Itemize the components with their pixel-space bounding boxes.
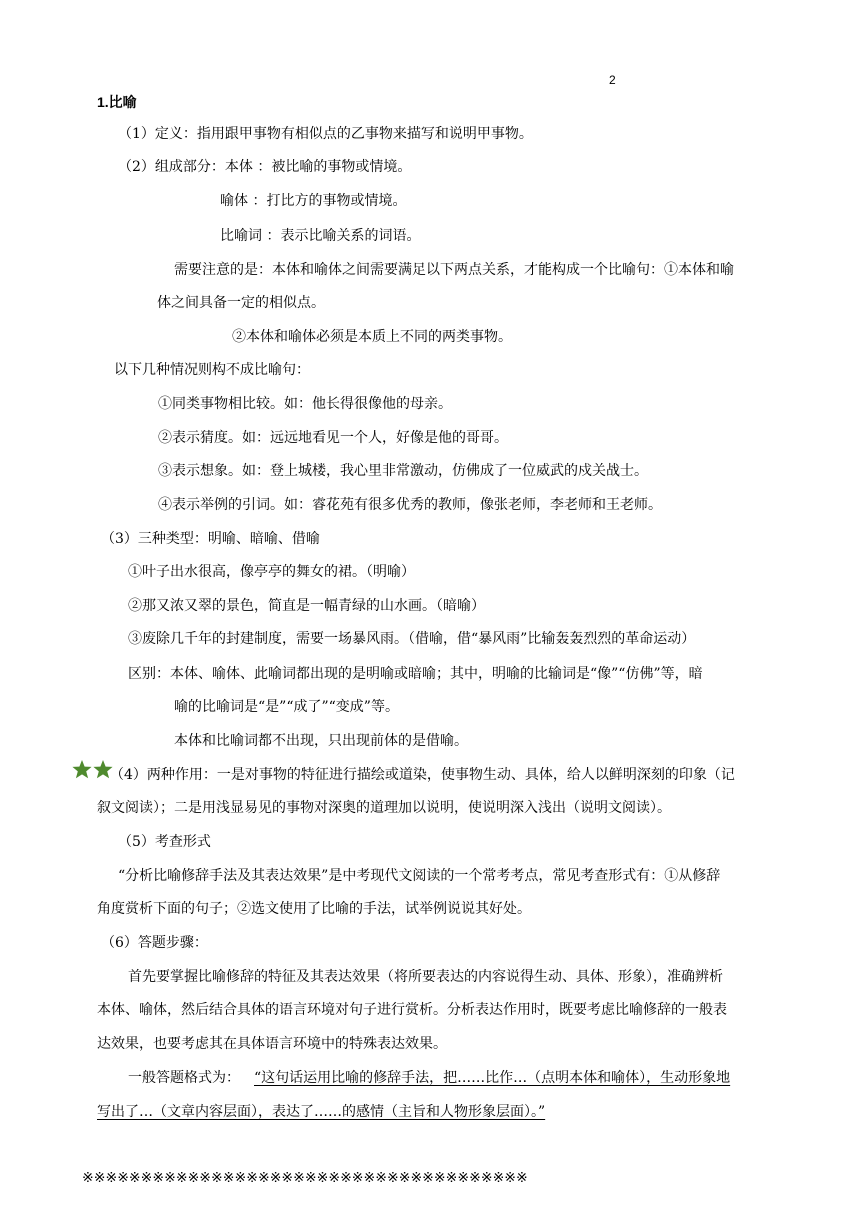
exclusion-item: ①同类事物相比较。如：他长得很像他的母亲。 (158, 396, 452, 412)
type-example: ②那又浓又翠的景色，简直是一幅青绿的山水画。（暗喻） (128, 598, 485, 614)
exclusions-intro: 以下几种情况则构不成比喻句： (114, 362, 310, 378)
exclusion-item: ④表示举例的引词。如：睿花苑有很多优秀的教师，像张老师，李老师和王老师。 (158, 497, 662, 513)
answer-format-template: “这句话运用比喻的修辞手法，把……比作…（点明本体和喻体），生动形象地 (254, 1070, 731, 1086)
note-line-cont: 体之间具备一定的相似点。 (157, 295, 325, 311)
difference-line-cont: 喻的比喻词是“是”“成了”“变成”等。 (174, 699, 399, 715)
definition-line: （1）定义：指用跟甲事物有相似点的乙事物来描写和说明甲事物。 (118, 126, 533, 142)
comparison-word-line: 比喻词 ：表示比喻关系的词语。 (220, 228, 421, 244)
difference-line-2: 本体和比喻词都不出现，只出现前体的是借喻。 (174, 733, 468, 749)
footer-separator: ※※※※※※※※※※※※※※※※※※※※※※※※※※※※※※※※※※※※※※ (82, 1170, 528, 1186)
double-star-icon (72, 759, 114, 781)
steps-paragraph-cont: 本体、喻体，然后结合具体的语言环境对句子进行赏析。分析表达作用时，既要考虑比喻修辞的一般表 (97, 1002, 727, 1018)
exam-form-line: “分析比喻修辞手法及其表达效果”是中考现代文阅读的一个常考考点，常见考查形式有：①从修辞 (118, 868, 721, 884)
type-example: ①叶子出水很高，像亭亭的舞女的裙。（明喻） (128, 564, 415, 580)
steps-paragraph: 首先要掌握比喻修辞的特征及其表达效果（将所要表达的内容说得生动、具体、形象），准确辨析 (128, 969, 723, 985)
exclusion-item: ②表示猜度。如：远远地看见一个人，好像是他的哥哥。 (158, 430, 508, 446)
types-line: （3）三种类型：明喻、暗喻、借喻 (101, 531, 320, 547)
note-line: 需要注意的是：本体和喻体之间需要满足以下两点关系，才能构成一个比喻句：①本体和喻 (174, 262, 734, 278)
functions-line: （4）两种作用：一是对事物的特征进行描绘或道染，使事物生动、具体，给人以鲜明深刻的印象（记 (110, 767, 735, 783)
difference-line: 区别：本体、喻体、此喻词都出现的是明喻或暗喻；其中，明喻的比输词是“像”“仿佛”等，暗 (128, 666, 703, 682)
page-number: 2 (609, 73, 616, 87)
exam-form-line-cont: 角度赏析下面的句子；②选文使用了比喻的手法，试举例说说其好处。 (97, 901, 531, 917)
steps-paragraph-cont: 达效果，也要考虑其在具体语言环境中的特殊表达效果。 (97, 1036, 447, 1052)
answer-format-template-cont: 写出了…（文章内容层面），表达了……的感情（主旨和人物形象层面）。” (97, 1104, 546, 1120)
note-point-2: ②本体和喻体必须是本质上不同的两类事物。 (232, 329, 512, 345)
components-line: （2）组成部分：本体 ：被比喻的事物或情境。 (118, 159, 412, 175)
section-heading: 1.比喻 (97, 94, 137, 110)
exam-form-heading: （5）考查形式 (118, 834, 211, 850)
exclusion-item: ③表示想象。如：登上城楼，我心里非常激动，仿佛成了一位威武的戍关战士。 (158, 463, 648, 479)
answer-format-label: 一般答题格式为： (128, 1070, 240, 1086)
functions-line-cont: 叙文阅读）；二是用浅显易见的事物对深奥的道理加以说明，使说明深入浅出（说明文阅读）。 (97, 800, 671, 816)
steps-heading: （6）答题步骤： (101, 935, 208, 951)
vehicle-line: 喻体 ：打比方的事物或情境。 (220, 193, 407, 209)
type-example: ③废除几千年的封建制度，需要一场暴风雨。（借喻，借“暴风雨”比输轰轰烈烈的革命运动） (128, 631, 696, 647)
